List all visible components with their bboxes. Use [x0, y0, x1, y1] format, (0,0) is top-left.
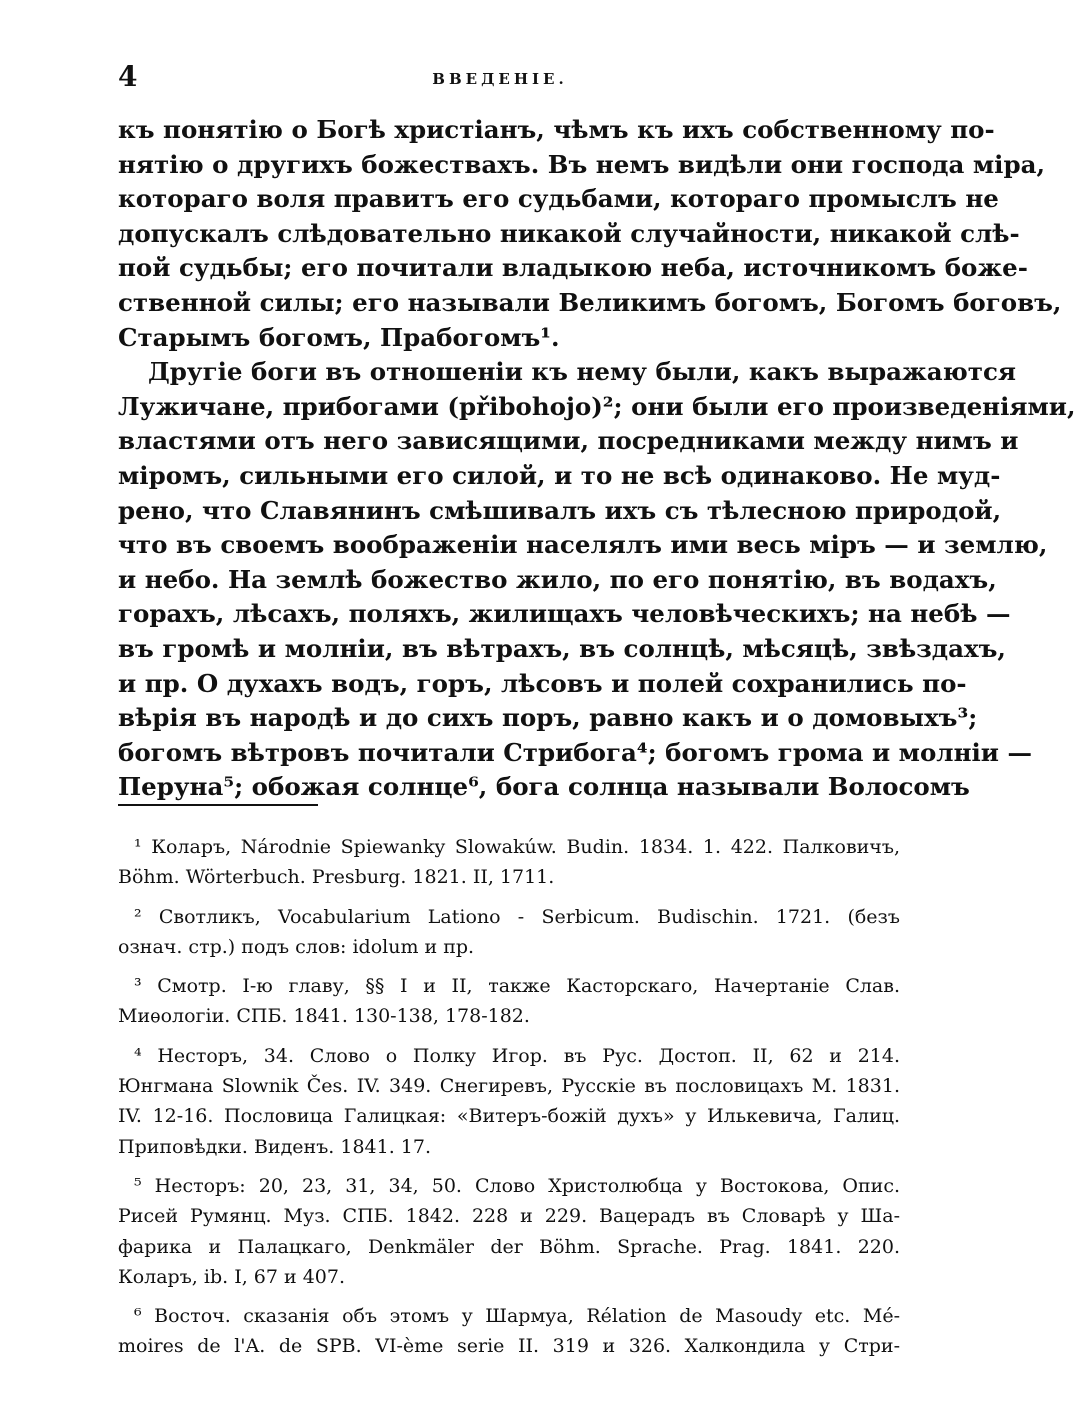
text-line: пой судьбы; его почитали владыкою неба, источникомъ боже- [118, 253, 1028, 283]
running-title: ВВЕДЕНІЕ. [432, 70, 568, 88]
text-line: къ понятію о Богѣ христіанъ, чѣмъ къ ихъ собственному по- [118, 115, 995, 144]
text-line: міромъ, сильными его силой, и то не всѣ одинаково. Не муд- [118, 460, 1001, 490]
text-line: Другіе боги въ отношеніи къ нему были, какъ выражаются [148, 357, 1016, 387]
text-line: горахъ, лѣсахъ, поляхъ, жилищахъ человѣческихъ; на небѣ — [118, 599, 1011, 629]
text-line: вѣрія въ народѣ и до сихъ поръ, равно какъ и о домовыхъ³; [118, 703, 978, 733]
text-line: въ громѣ и молніи, въ вѣтрахъ, въ солнцѣ, мѣсяцѣ, звѣздахъ, [118, 633, 1006, 663]
footnotes [118, 832, 900, 1362]
footnote-line: ² Свотликъ, Vocabularium Lationo - Serbicum. Budischin. 1721. (безъ [134, 905, 900, 928]
footnote-line: IV. 12-16. Пословица Галицкая: «Витеръ-божій духъ» у Илькевича, Галиц. [118, 1105, 900, 1128]
text-line: что въ своемъ воображеніи населялъ ими весь міръ — и землю, [118, 530, 1048, 560]
footnote-line: Рисей Румянц. Муз. СПБ. 1842. 228 и 229. Вацерадъ въ Словарѣ у Ша- [118, 1205, 900, 1228]
text-line: допускалъ слѣдовательно никакой случайности, никакой слѣ- [118, 218, 1020, 248]
footnote-line: означ. стр.) подъ слов: idolum и пр. [118, 935, 475, 958]
footnote-rule [118, 804, 318, 806]
text-line: Лужичане, прибогами (přibohojo)²; они были его произведеніями, [118, 391, 1076, 421]
text-line: рено, что Славянинъ смѣшивалъ ихъ съ тѣлесною природой, [118, 495, 1002, 525]
footnote-line: ¹ Коларъ, Národnie Spiewanky Slowakúw. Budin. 1834. 1. 422. Палковичъ, [134, 836, 900, 858]
page-number: 4 [118, 60, 138, 93]
footnote-line: Коларъ, ib. I, 67 и 407. [118, 1265, 345, 1288]
footnote-line: moires de l'A. de SPB. VI-ème serie II. 319 и 326. Халкондила у Стри- [118, 1335, 900, 1358]
text-line: котораго воля правитъ его судьбами, котораго промыслъ не [118, 184, 999, 214]
footnote-line: Böhm. Wörterbuch. Presburg. 1821. II, 1711. [118, 866, 555, 889]
text-line: и пр. О духахъ водъ, горъ, лѣсовъ и полей сохранились по- [118, 668, 967, 698]
main-text [118, 113, 1076, 805]
footnote-line: Приповѣдки. Виденъ. 1841. 17. [118, 1135, 432, 1158]
footnote-line: Миѳологіи. СПБ. 1841. 130-138, 178-182. [118, 1005, 530, 1028]
text-line: богомъ вѣтровъ почитали Стрибога⁴; богомъ грома и молніи — [118, 737, 1033, 767]
footnote-line: фарика и Палацкаго, Denkmäler der Böhm. Sprache. Prag. 1841. 220. [118, 1235, 900, 1258]
footnote-line: Юнгмана Slownik Čes. IV. 349. Снегиревъ, Русскіе въ пословицахъ М. 1831. [118, 1075, 900, 1098]
footnote-line: ⁶ Восточ. сказанія объ этомъ у Шармуа, Rélation de Masoudy etc. Mé- [134, 1305, 900, 1328]
text-line: и небо. На землѣ божество жило, по его понятію, въ водахъ, [118, 564, 997, 594]
footnote-line: ⁴ Несторъ, 34. Слово о Полку Игор. въ Рус. Достоп. II, 62 и 214. [134, 1044, 900, 1067]
text-line: властями отъ него зависящими, посредниками между нимъ и [118, 426, 1019, 456]
text-line: ственной силы; его называли Великимъ богомъ, Богомъ боговъ, [118, 287, 1062, 317]
text-line: Перуна⁵; обожая солнце⁶, бога солнца называли Волосомъ [118, 772, 970, 802]
footnote-line: ³ Смотр. I-ю главу, §§ I и II, также Касторскаго, Начертаніе Слав. [134, 975, 900, 998]
text-line: нятію о другихъ божествахъ. Въ немъ видѣли они господа міра, [118, 149, 1046, 179]
text-line: Старымъ богомъ, Прабогомъ¹. [118, 322, 560, 352]
footnote-line: ⁵ Несторъ: 20, 23, 31, 34, 50. Слово Христолюбца у Востокова, Опис. [134, 1174, 900, 1197]
